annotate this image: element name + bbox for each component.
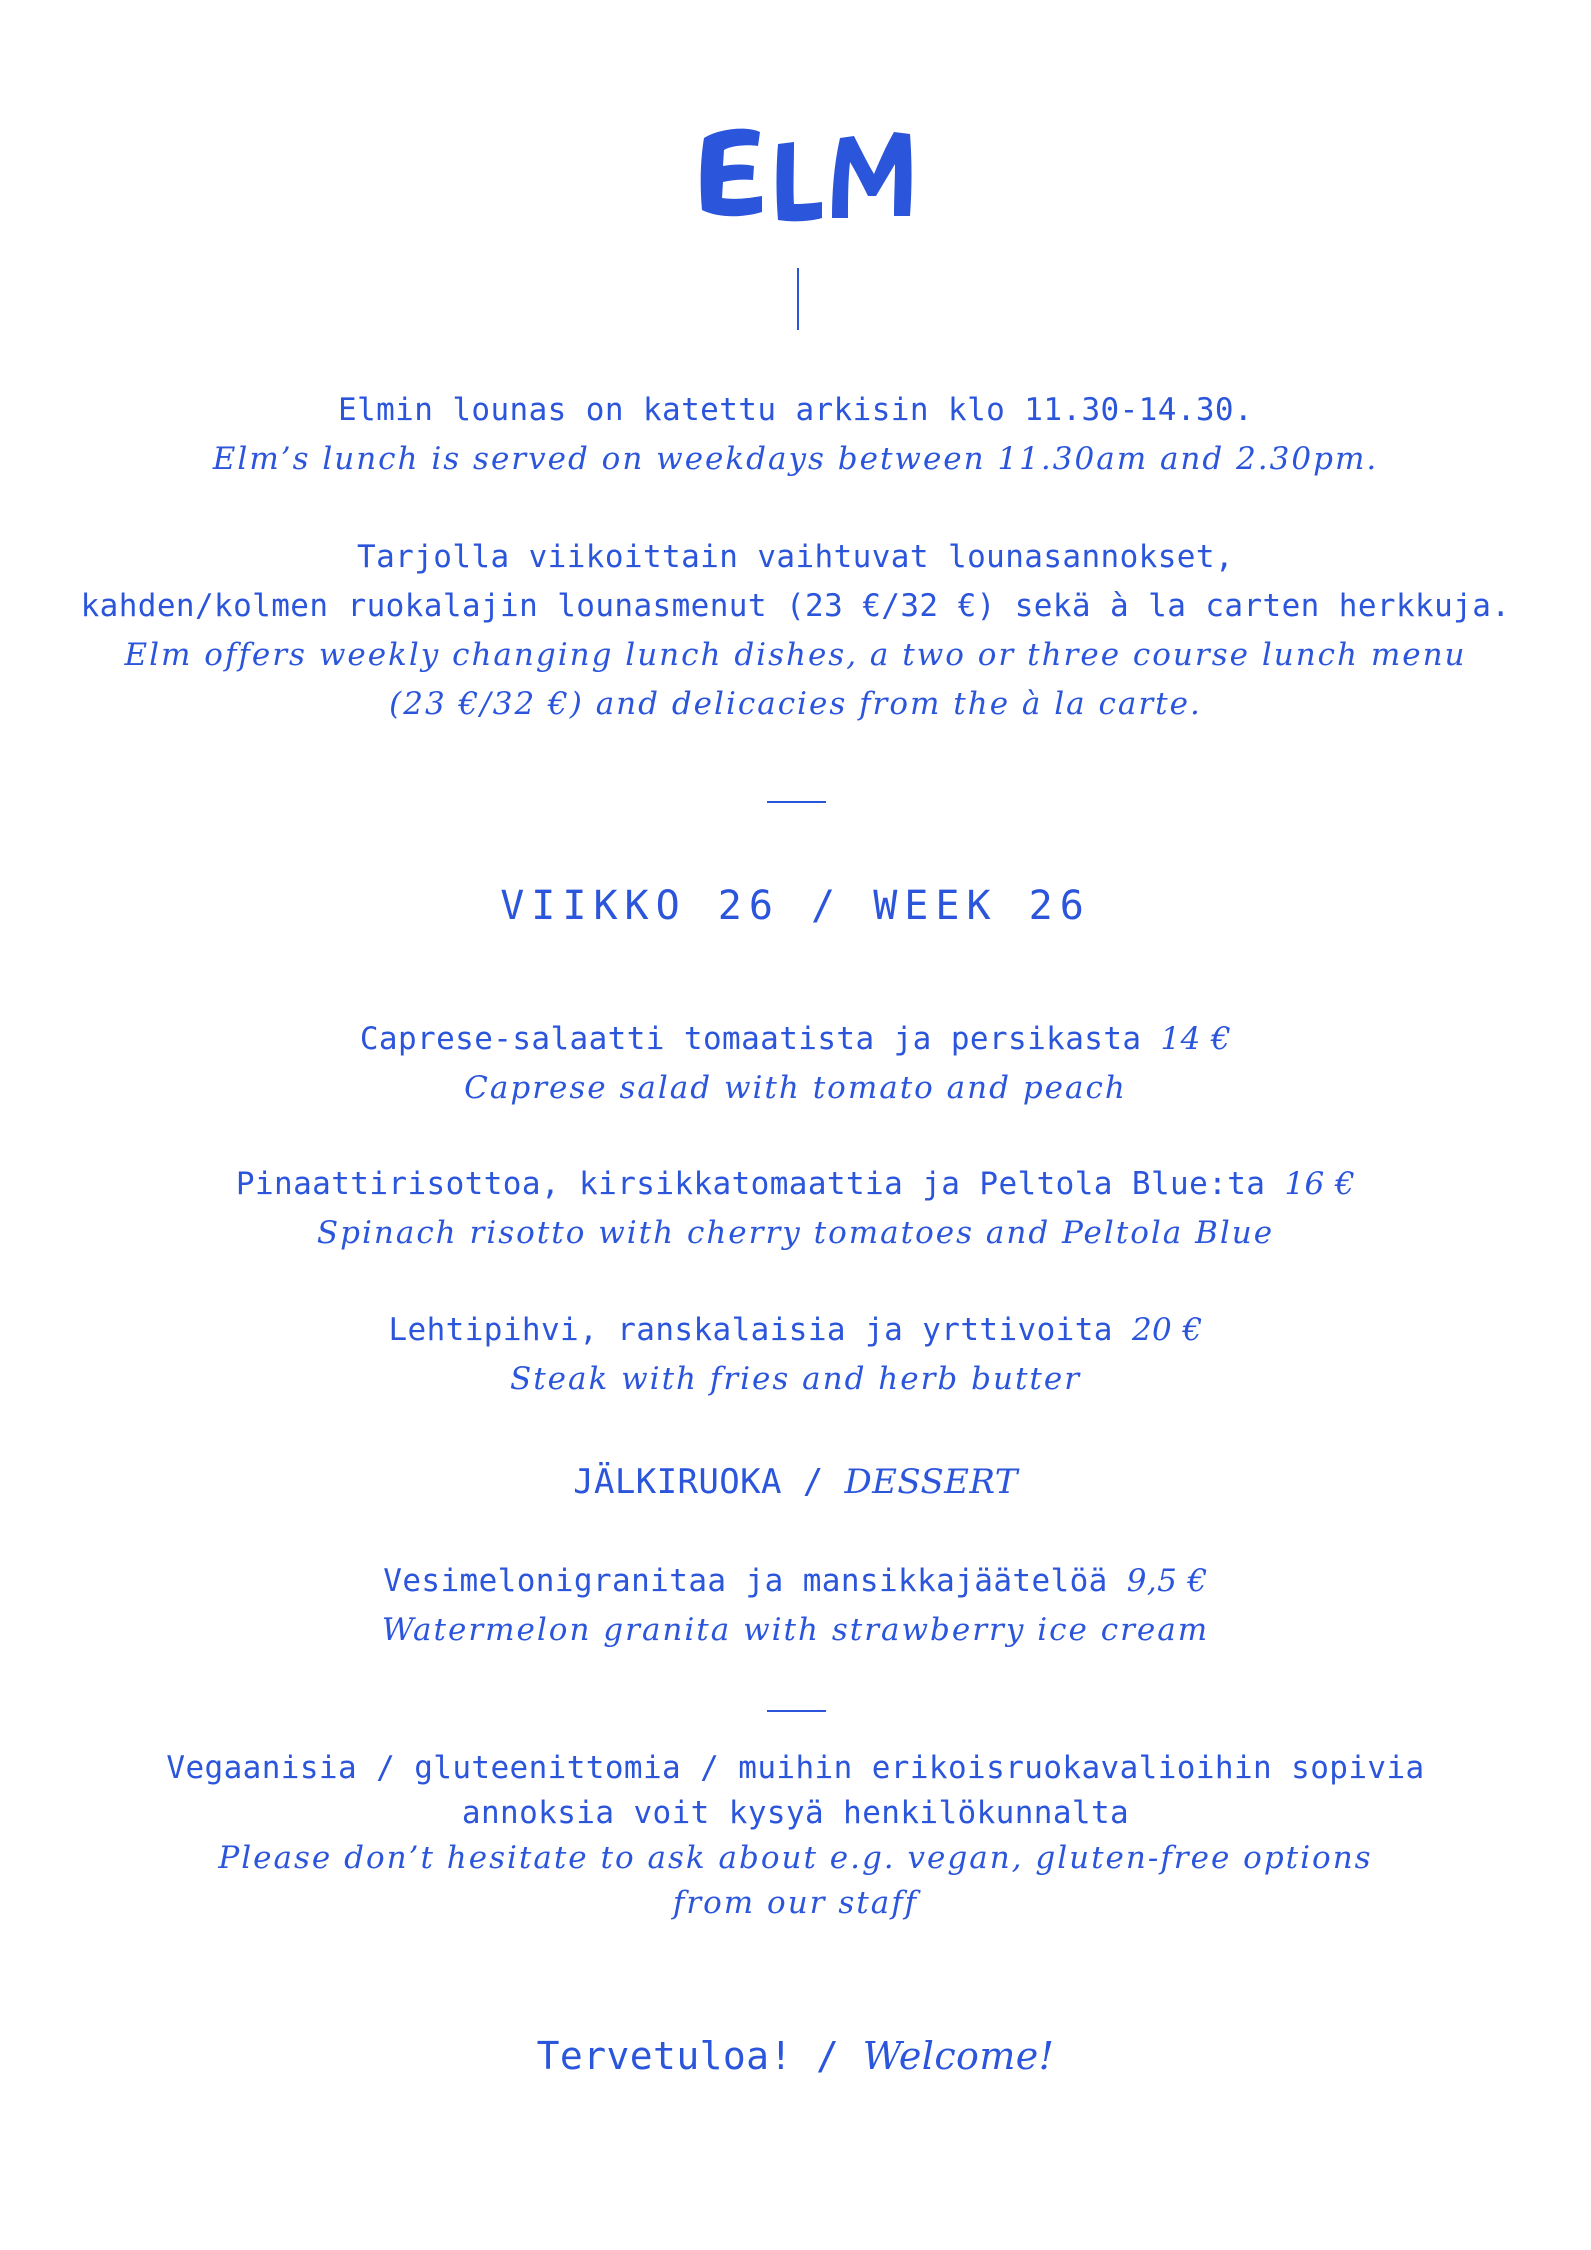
dish-2	[0, 1160, 1591, 1258]
dessert-fi: Vesimelonigranitaa ja mansikkajäätelöä	[383, 1563, 1108, 1599]
intro-hours-fi: Elmin lounas on katettu arkisin klo 11.30-14.30.	[337, 392, 1254, 428]
dish-3-en: Steak with fries and herb butter	[509, 1361, 1082, 1397]
intro-offer-fi-2: kahden/kolmen ruokalajin lounasmenut (23 €/32 €) sekä à la carten herkkuja.	[80, 588, 1511, 624]
dessert-item	[0, 1557, 1591, 1655]
intro-offer-fi-1: Tarjolla viikoittain vaihtuvat lounasannokset,	[357, 539, 1234, 575]
welcome-sep: /	[816, 2034, 840, 2078]
dietary-fi-1: Vegaanisia / gluteenittomia / muihin erikoisruokavalioihin sopivia	[166, 1750, 1425, 1786]
dish-3-fi: Lehtipihvi, ranskalaisia ja yrttivoita	[388, 1312, 1113, 1348]
dish-2-fi: Pinaattirisottoa, kirsikkatomaattia ja Peltola Blue:ta	[235, 1166, 1266, 1202]
dish-1-en: Caprese salad with tomato and peach	[464, 1070, 1127, 1106]
dish-1-fi: Caprese-salaatti tomaatista ja persikasta	[359, 1021, 1142, 1057]
week-title: VIIKKO 26 / WEEK 26	[500, 883, 1091, 929]
dessert-heading-en: DESSERT	[844, 1462, 1018, 1502]
vertical-divider	[797, 268, 799, 330]
dessert-en: Watermelon granita with strawberry ice cream	[381, 1612, 1210, 1648]
dietary-note	[0, 1746, 1591, 1926]
welcome	[0, 2027, 1591, 2085]
dietary-fi-2: annoksia voit kysyä henkilökunnalta	[461, 1795, 1130, 1831]
divider-1	[767, 801, 826, 803]
dessert-heading-fi: JÄLKIRUOKA	[573, 1462, 782, 1502]
dish-2-en: Spinach risotto with cherry tomatoes and Peltola Blue	[316, 1215, 1275, 1251]
elm-logo	[690, 118, 920, 228]
dish-1	[0, 1015, 1591, 1113]
dessert-heading-sep: /	[802, 1462, 824, 1502]
welcome-en: Welcome!	[862, 2034, 1055, 2078]
intro-section	[0, 386, 1591, 729]
welcome-fi: Tervetuloa!	[536, 2034, 793, 2078]
dish-2-price: 16 €	[1284, 1166, 1356, 1202]
intro-hours-en: Elm’s lunch is served on weekdays between 11.30am and 2.30pm.	[212, 441, 1379, 477]
dish-1-price: 14 €	[1160, 1021, 1232, 1057]
dietary-en-2: from our staff	[672, 1885, 919, 1921]
dish-3-price: 20 €	[1131, 1312, 1203, 1348]
intro-offer-en-1: Elm offers weekly changing lunch dishes, a two or three course lunch menu	[124, 637, 1467, 673]
divider-2	[767, 1710, 826, 1712]
dessert-heading	[0, 1456, 1591, 1508]
dietary-en-1: Please don’t hesitate to ask about e.g. vegan, gluten-free options	[218, 1840, 1373, 1876]
week-section	[0, 876, 1591, 936]
dish-3	[0, 1306, 1591, 1404]
dessert-price: 9,5 €	[1126, 1563, 1208, 1599]
intro-offer-en-2: (23 €/32 €) and delicacies from the à la carte.	[389, 686, 1202, 722]
